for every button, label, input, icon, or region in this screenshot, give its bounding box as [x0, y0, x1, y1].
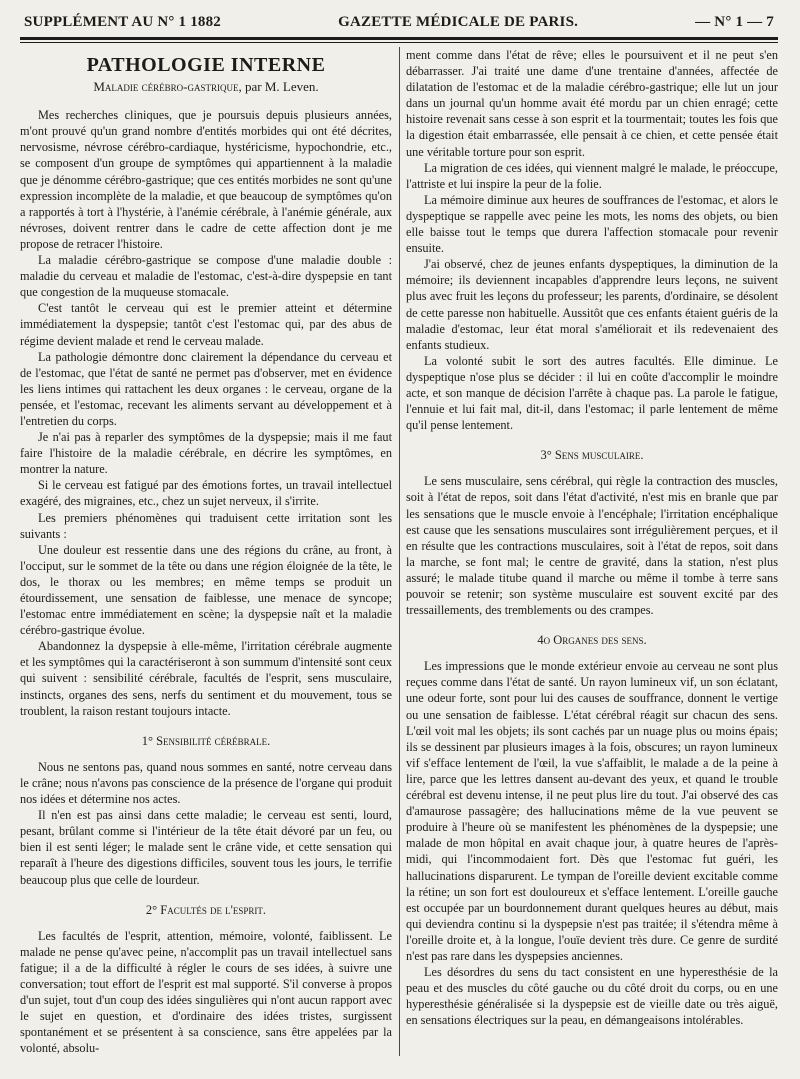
header-rule-thick [20, 37, 778, 40]
paragraph: Les premiers phénomènes qui traduisent cette irritation sont les suivants : [20, 510, 392, 541]
article-columns [20, 47, 778, 1056]
paragraph: La volonté subit le sort des autres facultés. Elle diminue. Le dyspeptique n'ose plus se décider : il lui en coûte d'accomplir le moindre acte, et son manque de décision l'arrête à chaque pas. La parole le fatigue, l'ennuie et lui fait mal, dit-il, dans l'estomac; il parle lentement de même qu'il pense lentement. [406, 353, 778, 433]
paragraph-continued: ment comme dans l'état de rêve; elles le poursuivent et il ne peut s'en débarrasser. J'ai traité une dame d'une trentaine d'années, affectée de dilatation de l'estomac et de la maladie cérébro-gastrique; elle lut un jour dans un journal qu'un homme avait été mordu par un chien enragé; cette histoire revenait sans cesse à son esprit et la tourmentait; toutes les fois que la digestion était embarrassée, elle pensait à ce chien, et cette pensée était une véritable torture pour son esprit. [406, 48, 778, 159]
paragraph: La maladie cérébro-gastrique se compose d'une maladie double : maladie du cerveau et maladie de l'estomac, c'est-à-dire dyspepsie en tant que congestion de la muqueuse stomacale. [20, 253, 392, 300]
paragraph: Les facultés de l'esprit, attention, mémoire, volonté, faiblissent. Le malade ne pense qu'avec peine, n'accomplit pas un travail intellectuel sans fatigue; il a de la difficulté à régler le cours de ses idées, à suivre une conversation; tout effort de l'esprit est mal supporté. S'il converse à propos d'un sujet, tout d'un coup des idées singulières qui n'ont aucun rapport avec le sujet en question, et d'ordinaire des idées tristes, surgissent spontanément et se présentent à sa conscience, sans être appelées par la volonté, absolu- [20, 928, 392, 1056]
article-author: , par M. Leven. [238, 79, 319, 95]
page-header [20, 14, 778, 31]
paragraph: Il n'en est pas ainsi dans cette maladie; le cerveau est senti, lourd, pesant, brûlant comme si l'intérieur de la tête était dévoré par un feu, ou bien il est senti léger; le malade sent le crâne vide, et cette sensation qui reparaît à l'heure des digestions difficiles, souvent tous les jours, le terrifie beaucoup plus que celle de lourdeur. [20, 808, 392, 887]
paragraph: C'est tantôt le cerveau qui est le premier atteint et détermine immédiatement la dyspepsie; tantôt c'est l'estomac qui, par des abus de régime devient malade et rend le cerveau malade. [20, 301, 392, 348]
paragraph: Nous ne sentons pas, quand nous sommes en santé, notre cerveau dans le crâne; nous n'avons pas conscience de la présence de l'organe qui produit nos idées et détermine nos actes. [20, 759, 392, 807]
column-divider [399, 47, 400, 1056]
article-heading [20, 79, 392, 95]
header-supplement: SUPPLÉMENT AU N° 1 1882 [24, 14, 222, 30]
paragraph: Je n'ai pas à reparler des symptômes de la dyspepsie; mais il me faut faire l'histoire de la maladie cérébrale, en décrire les symptômes, en montrer la nature. [20, 430, 392, 477]
subheading-organes-sens: 4o Organes des sens. [537, 633, 647, 648]
section-title: PATHOLOGIE INTERNE [86, 54, 326, 76]
article-title: Maladie cérébro-gastrique [93, 79, 239, 95]
subheading-sensibilite: 1° Sensibilité cérébrale. [141, 733, 271, 748]
left-column [20, 47, 392, 1056]
paragraph: Abandonnez la dyspepsie à elle-même, l'irritation cérébrale augmente et les symptômes qui la caractériseront à son summum d'intensité sont ceux qui suivent : sensibilité cérébrale, facultés de l'esprit, sens musculaire, instincts, organes des sens, nerfs du sentiment et du mouvement, tous se troublent, la raison restant toujours intacte. [20, 639, 392, 718]
paragraph: J'ai observé, chez de jeunes enfants dyspeptiques, la diminution de la mémoire; ils deviennent incapables d'apprendre leurs leçons, ne suivent plus avec fruit les leçons du professeur; les parents, d'ordinaire, se désolent de cette paresse non habituelle. Aussitôt que ces enfants étaient guéris de la maladie d'estomac, leur état moral s'améliorait et ils redevenaient des enfants studieux. [406, 257, 778, 352]
subheading-sens-musculaire: 3° Sens musculaire. [540, 448, 644, 463]
subheading-facultes: 2° Facultés de l'esprit. [145, 902, 267, 917]
paragraph: Les désordres du sens du tact consistent en une hyperesthésie de la peau et des muscles du côté gauche ou du côté droit du corps, ou en une hyperesthésie généralisée si la dyspepsie est de vieille date ou très aiguë, en sensations électriques sur la peau, en démangeaisons intolérables. [406, 965, 778, 1028]
paragraph: Si le cerveau est fatigué par des émotions fortes, un travail intellectuel exagéré, des migraines, etc., chez un sujet nerveux, il s'irrite. [20, 478, 392, 509]
paragraph: Le sens musculaire, sens cérébral, qui règle la contraction des muscles, soit à l'état de repos, soit dans l'état d'activité, n'est mis en branle que par les sensations que le muscle envoie à l'encéphale; l'irritation encéphalique est cause que les sensations musculaires sont irrégulièrement perçues, et il en résulte que les contractions musculaires, soit à l'état de repos, soit dans la marche, se font mal; le centre de gravité, dans la station, n'est plus assuré; le malade titube quand il marche ou même il tombe à terre sans pouvoir se retenir; son système musculaire est souvent excité par des tressaillements, des tremblements ou des crampes. [406, 474, 778, 618]
right-column [406, 47, 778, 1056]
paragraph: La pathologie démontre donc clairement la dépendance du cerveau et de l'estomac, que l'état de santé ne permet pas d'observer, met en évidence les liens intimes qui rattachent les deux organes : le cerveau, organe de la pensée, et l'estomac, recevant les aliments servant au développement et à l'entretien du corps. [20, 349, 392, 428]
paragraph: La migration de ces idées, qui viennent malgré le malade, le préoccupe, l'attriste et lui inspire la peur de la folie. [406, 160, 778, 191]
paragraph: Les impressions que le monde extérieur envoie au cerveau ne sont plus reçues comme dans l'état de santé. Un rayon lumineux vif, un son éclatant, une odeur forte, sont pour lui des causes de souffrance, donnent le vertige ou une sensation de faiblesse. L'état cérébral réagit sur chacun des sens. L'œil voit mal les objets; ils sont cachés par un nuage plus ou moins épais; ils se dessinent par plusieurs images à la fois, obscures; un rayon lumineux vif s'efface lentement de l'œil, la vue s'affaiblit, le malade a de la peine à lire, parce que les lettres dansent au-devant des yeux, et quand le trouble cérébral est devenu intense, il ne peut plus lire du tout. J'ai observé des cas d'amaurose passagère; des hallucinations même de la vue peuvent se produire à l'heure où se manifestent les phénomènes de la dyspepsie; une malade de mon hôpital en avait chaque jour, à quatre heures de l'après-midi, qui l'incommodaient fort. Dès que l'estomac fut guéri, les hallucinations disparurent. Le tympan de l'oreille devient excitable comme la rétine; un son fort est douloureux et s'efface lentement. L'oreille gauche est occupée par un bourdonnement durant quelques heures au début, mais qui deviendra continu si la dyspepsie n'est pas traitée; il s'étendra même à l'oreille droite et, à la longue, l'ouïe devient très dure. Ce genre de surdité n'est pas rare dans les dyspepsies anciennes. [406, 659, 778, 963]
paragraph: Une douleur est ressentie dans une des régions du crâne, au front, à l'occiput, sur le sommet de la tête ou dans une région éloignée de la tête, le dos, le thorax ou les membres; en même temps se produit un étourdissement, une sensation de faiblesse, une menace de syncope; l'estomac entre immédiatement en scène; la dyspepsie naît et la maladie cérébro-gastrique évolue. [20, 542, 392, 638]
paragraph: Mes recherches cliniques, que je poursuis depuis plusieurs années, m'ont prouvé qu'un grand nombre d'entités morbides qui ont été décrites, nervosisme, névrose cérébro-cardiaque, hystéricisme, hypochondrie, etc., se composent d'un groupe de symptômes qui appartiennent à la maladie que je dénomme cérébro-gastrique; que ces entités morbides ne sont qu'une expression incomplète de la maladie, et que beaucoup de symptômes qu'on a rapportés à tort à l'hystérie, à l'anémie cérébrale, à l'anémie générale, aux névroses, doivent rentrer dans le cadre de cette affection dont je me propose de retracer l'histoire. [20, 108, 392, 251]
header-rule-thin [20, 42, 778, 43]
header-journal-title: GAZETTE MÉDICALE DE PARIS. [338, 14, 579, 30]
paragraph: La mémoire diminue aux heures de souffrances de l'estomac, et alors le dyspeptique se rappelle avec peine les mots, les noms des objets, ou bien elle baisse tout le temps que durera l'affection stomacale pour revenir ensuite. [406, 192, 778, 256]
header-page-number: — N° 1 — 7 [695, 14, 774, 30]
